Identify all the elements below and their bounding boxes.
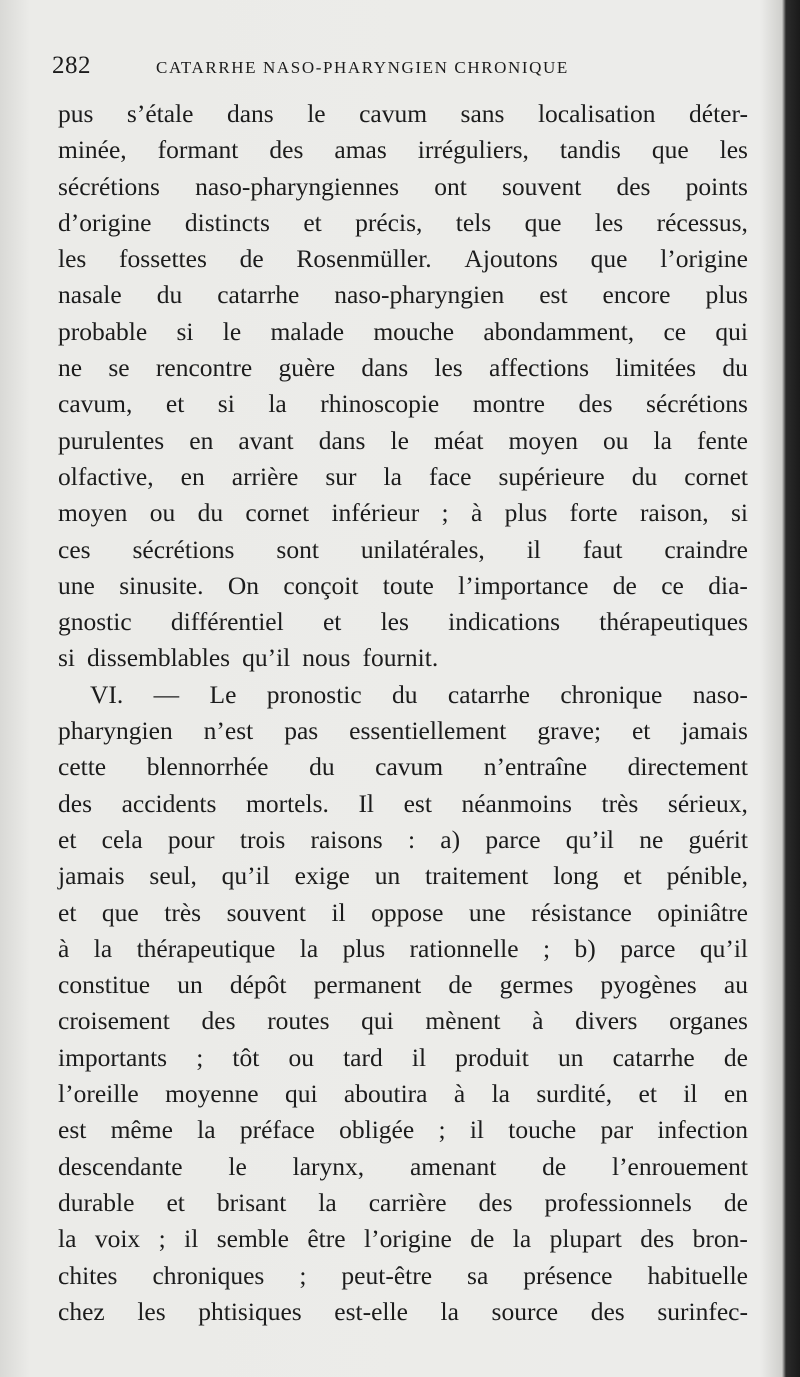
text-line: gnostic différentiel et les indications thérapeutiques xyxy=(58,607,748,637)
running-title: CATARRHE NASO-PHARYNGIEN CHRONIQUE xyxy=(156,58,569,77)
text-line: la voix ; il semble être l’origine de la plupart des bron- xyxy=(58,1224,748,1254)
text-line: pus s’étale dans le cavum sans localisation déter- xyxy=(58,99,748,128)
body-text xyxy=(58,96,748,1330)
text-line: moyen ou du cornet inférieur ; à plus forte raison, si xyxy=(58,498,748,528)
text-line: olfactive, en arrière sur la face supérieure du cornet xyxy=(58,461,748,491)
text-line: cavum, et si la rhinoscopie montre des sécrétions xyxy=(58,389,748,419)
text-line: croisement des routes qui mènent à divers organes xyxy=(58,1006,748,1036)
text-line: une sinusite. On conçoit toute l’importance de ce dia- xyxy=(58,570,748,600)
text-line: minée, formant des amas irréguliers, tandis que les xyxy=(58,135,748,165)
text-line: purulentes en avant dans le méat moyen ou la fente xyxy=(58,425,748,455)
text-line: chez les phtisiques est-elle la source des surinfec- xyxy=(58,1296,748,1326)
text-line: sécrétions naso-pharyngiennes ont souvent des points xyxy=(58,171,748,201)
text-line: chites chroniques ; peut-être sa présence habituelle xyxy=(58,1260,748,1290)
text-line: jamais seul, qu’il exige un traitement long et pénible, xyxy=(58,861,748,891)
text-line: pharyngien n’est pas essentiellement grave; et jamais xyxy=(58,716,748,746)
text-line: les fossettes de Rosenmüller. Ajoutons que l’origine xyxy=(58,244,748,274)
text-line: durable et brisant la carrière des professionnels de xyxy=(58,1187,748,1217)
page-number: 282 xyxy=(52,52,91,79)
text-line: ces sécrétions sont unilatérales, il faut craindre xyxy=(58,534,748,564)
text-line: et que très souvent il oppose une résistance opiniâtre xyxy=(58,897,748,927)
text-line: à la thérapeutique la plus rationnelle ; b) parce qu’il xyxy=(58,933,748,963)
text-line: constitue un dépôt permanent de germes pyogènes au xyxy=(58,970,748,1000)
text-line: VI. — Le pronostic du catarrhe chronique naso- xyxy=(90,679,748,709)
text-line: est même la préface obligée ; il touche par infection xyxy=(58,1115,748,1145)
text-line: des accidents mortels. Il est néanmoins très sérieux, xyxy=(58,788,748,818)
text-line: descendante le larynx, amenant de l’enrouement xyxy=(58,1151,748,1181)
text-line: et cela pour trois raisons : a) parce qu’il ne guérit xyxy=(58,824,748,854)
text-line: ne se rencontre guère dans les affections limitées du xyxy=(58,353,748,383)
text-line: probable si le malade mouche abondamment, ce qui xyxy=(58,316,748,346)
page-header xyxy=(52,52,742,86)
text-line: nasale du catarrhe naso-pharyngien est encore plus xyxy=(58,280,748,310)
text-line: importants ; tôt ou tard il produit un catarrhe de xyxy=(58,1042,748,1072)
text-line: cette blennorrhée du cavum n’entraîne directement xyxy=(58,752,748,782)
text-line: l’oreille moyenne qui aboutira à la surdité, et il en xyxy=(58,1079,748,1109)
text-line: d’origine distincts et précis, tels que les récessus, xyxy=(58,207,748,237)
text-line: si dissemblables qu’il nous fournit. xyxy=(58,643,439,673)
